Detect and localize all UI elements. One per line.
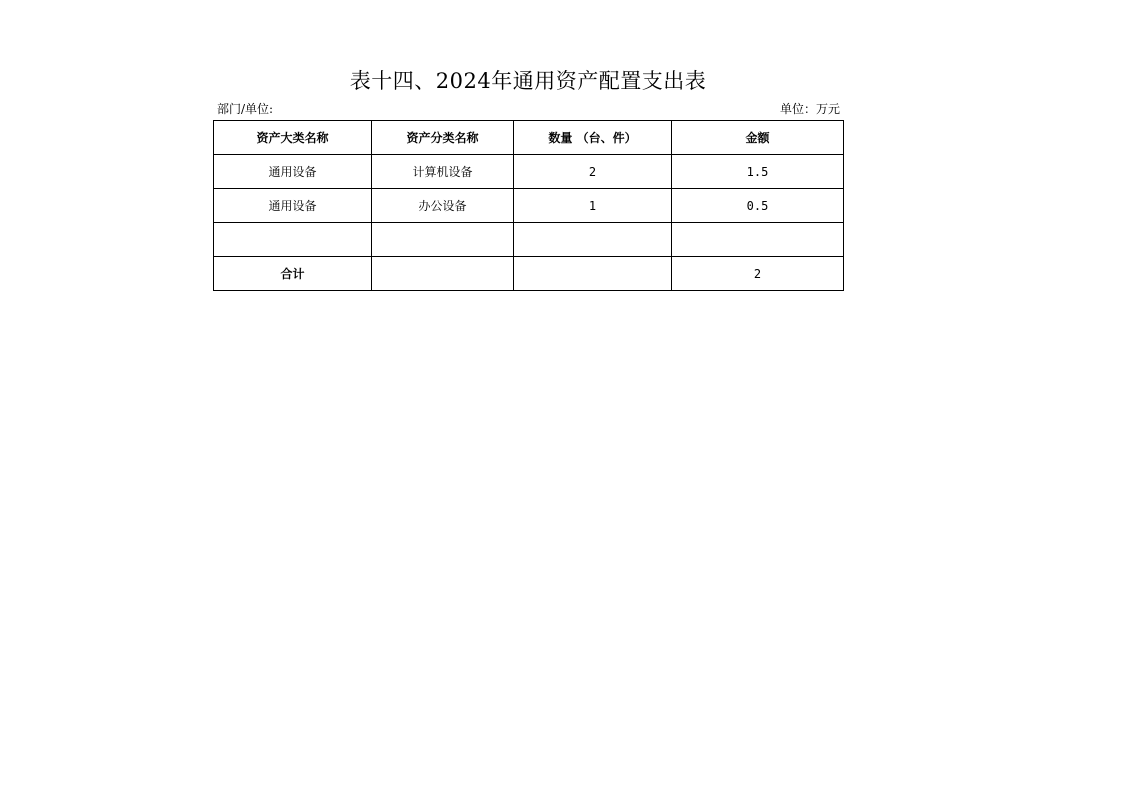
header-quantity: 数量 （台、件） xyxy=(514,121,672,155)
table-row-empty xyxy=(214,223,844,257)
unit-label: 单位：万元 xyxy=(779,102,840,116)
cell-sub-category: 办公设备 xyxy=(372,189,514,223)
cell-quantity: 1 xyxy=(514,189,672,223)
cell-quantity: 2 xyxy=(514,155,672,189)
cell-major-category: 通用设备 xyxy=(214,155,372,189)
total-label: 合计 xyxy=(214,257,372,291)
header-amount: 金额 xyxy=(672,121,844,155)
total-quantity xyxy=(514,257,672,291)
header-asset-sub-category: 资产分类名称 xyxy=(372,121,514,155)
cell-amount: 1.5 xyxy=(672,155,844,189)
cell-sub-category: 计算机设备 xyxy=(372,155,514,189)
cell-major-category: 通用设备 xyxy=(214,189,372,223)
department-label: 部门/单位: xyxy=(217,102,274,116)
table-row xyxy=(214,155,844,189)
total-category xyxy=(372,257,514,291)
cell-quantity xyxy=(514,223,672,257)
header-asset-major-category: 资产大类名称 xyxy=(214,121,372,155)
table-row xyxy=(214,189,844,223)
cell-amount xyxy=(672,223,844,257)
table-header-row xyxy=(214,121,844,155)
total-amount: 2 xyxy=(672,257,844,291)
cell-amount: 0.5 xyxy=(672,189,844,223)
cell-major-category xyxy=(214,223,372,257)
table-total-row xyxy=(214,257,844,291)
cell-sub-category xyxy=(372,223,514,257)
asset-expenditure-table xyxy=(213,120,844,291)
page-title: 表十四、2024年通用资产配置支出表 xyxy=(349,69,707,93)
